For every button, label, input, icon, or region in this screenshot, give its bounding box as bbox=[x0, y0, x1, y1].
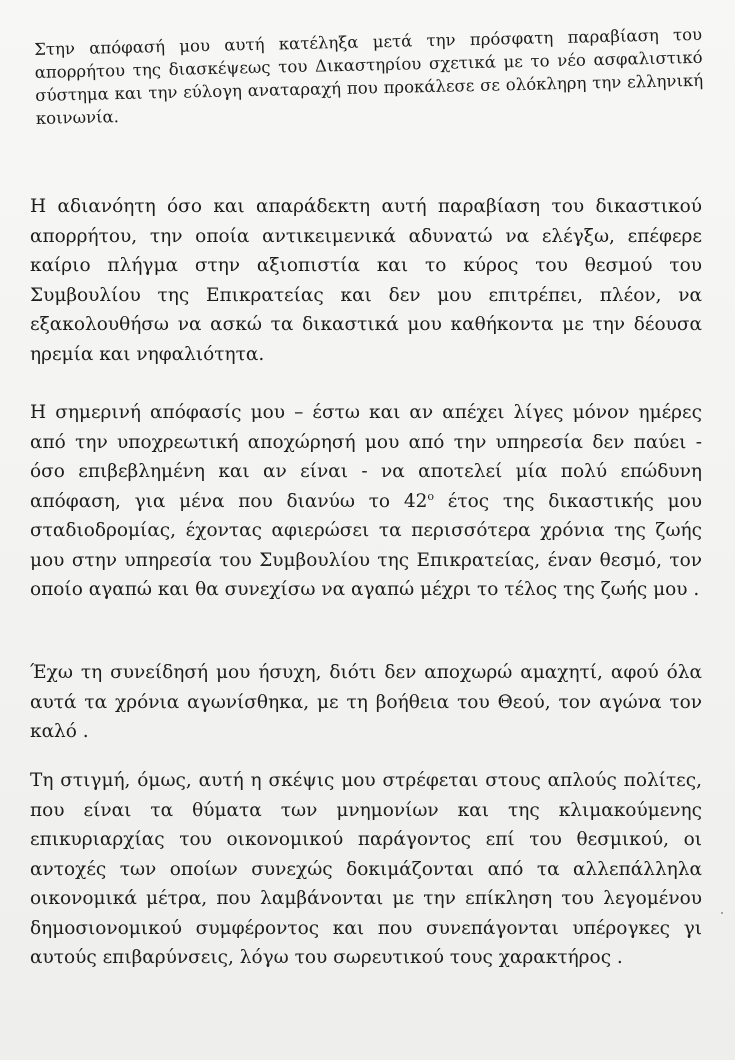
paragraph-secrecy-breach: Η αδιανόητη όσο και απαράδεκτη αυτή παραβίαση του δικαστικού απορρήτου, την οποία αντικειμενικά αδυνατώ να ελέγξω, επέφερε καίριο πλήγμα στην αξιοπιστία και το κύρος του θεσμού του Συμβουλίου της Επικρατείας και δεν μου επιτρέπει, πλέον, να εξακολουθήσω να ασκώ τα δικαστικά μου καθήκοντα με την δέουσα ηρεμία και νηφαλιότητα. bbox=[30, 196, 702, 365]
paragraph-clear-conscience: Έχω τη συνείδησή μου ήσυχη, διότι δεν αποχωρώ αμαχητί, αφού όλα αυτά τα χρόνια αγωνίσθηκα, με τη βοήθεια του Θεού, τον αγώνα τον καλό . bbox=[30, 662, 702, 742]
paragraph-decision-reason: Στην απόφασή μου αυτή κατέληξα μετά την πρόσφατη παραβίαση του απορρήτου της διασκέψεως του Δικαστηρίου σχετικά με το νέο ασφαλιστικό σύστημα και την εύλογη αναταραχή που προκάλεσε σε ολόκληρη την ελληνική κοινωνία. bbox=[34, 24, 704, 128]
paragraph-painful-decision bbox=[30, 398, 702, 605]
ordinal-superscript: ο bbox=[427, 489, 435, 503]
paragraph-text-after: έτος της δικαστικής μου σταδιοδρομίας, έχοντας αφιερώσει τα περισσότερα χρόνια της ζωής μου στην υπηρεσία του Συμβουλίου της Επικρατείας, έναν θεσμό, τον οποίο αγαπώ και θα συνεχίσω να αγαπώ μέχρι το τέλος της ζωής μου . bbox=[30, 490, 702, 600]
scan-speck bbox=[721, 912, 723, 914]
paragraph-citizens: Τη στιγμή, όμως, αυτή η σκέψις μου στρέφεται στους απλούς πολίτες, που είναι τα θύματα των μνημονίων και της κλιμακούμενης επικυριαρχίας του οικονομικού παράγοντος επί του θεσμικού, οι αντοχές των οποίων συνεχώς δοκιμάζονται από τα αλλεπάλληλα οικονομικά μέτρα, που λαμβάνονται με την επίκληση του λεγομένου δημοσιονομικού συμφέροντος και που συνεπάγονται υπέρογκες γι αυτούς επιβαρύνσεις, λόγω του σωρευτικού τους χαρακτήρος . bbox=[30, 770, 702, 968]
paragraph-text-before: Η σημερινή απόφασίς μου – έστω και αν απέχει λίγες μόνον ημέρες από την υποχρεωτική αποχώρησή μου από την υπηρεσία δεν παύει - όσο επιβεβλημένη και αν είναι - να αποτελεί μία πολύ επώδυνη απόφαση, για μένα που διανύω το 42 bbox=[30, 402, 702, 512]
